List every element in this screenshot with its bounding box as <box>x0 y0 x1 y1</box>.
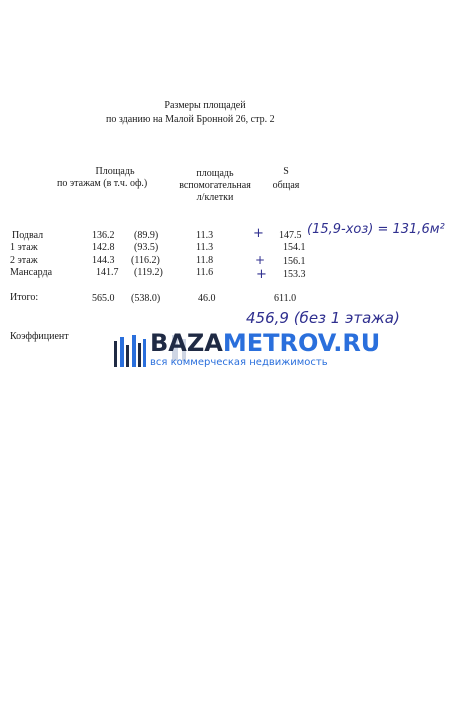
row-label: 2 этаж <box>10 255 38 266</box>
row-area: 136.2 <box>92 230 115 241</box>
row-area: 144.3 <box>92 255 115 266</box>
header-area: Площадь <box>95 166 135 177</box>
document-title: Размеры площадей <box>164 100 246 111</box>
row-total: 156.1 <box>283 256 306 267</box>
header-aux: площадь <box>196 168 234 179</box>
total-aux: 46.0 <box>198 293 216 304</box>
row-office: (116.2) <box>131 255 160 266</box>
row-total: 154.1 <box>283 242 306 253</box>
handwritten-plus-mark: + <box>253 226 264 241</box>
watermark-brand <box>150 330 380 356</box>
row-label: 1 этаж <box>10 242 38 253</box>
coefficient-label: Коэффициент <box>10 331 69 342</box>
row-office: (119.2) <box>134 267 163 278</box>
row-area: 141.7 <box>96 267 119 278</box>
watermark-tagline: вся коммерческая недвижимость <box>150 357 328 368</box>
handwritten-note: (15,9-хоз) = 131,6м² <box>307 222 445 237</box>
handwritten-plus-mark: + <box>256 267 267 282</box>
header-total: S <box>283 166 289 177</box>
row-aux: 11.6 <box>196 267 214 278</box>
row-label: Подвал <box>12 230 44 241</box>
header-total-sub: общая <box>272 180 300 191</box>
header-aux-sub2: л/клетки <box>196 192 234 203</box>
handwritten-plus-mark: + <box>255 253 266 267</box>
watermark-brand-part2: METROV.RU <box>222 329 381 357</box>
total-label: Итого: <box>10 292 39 303</box>
row-label: Мансарда <box>10 267 53 278</box>
document-subtitle: по зданию на Малой Бронной 26, стр. 2 <box>106 114 275 125</box>
handwritten-note: 456,9 (без 1 этажа) <box>246 309 400 327</box>
row-office: (89.9) <box>134 230 159 241</box>
header-area-sub: по этажам (в т.ч. оф.) <box>57 178 148 189</box>
total-office: (538.0) <box>131 293 161 304</box>
row-area: 142.8 <box>92 242 115 253</box>
row-total: 147.5 <box>279 230 302 241</box>
watermark-brand-part1: BAZA <box>150 329 223 357</box>
total-total: 611.0 <box>274 293 297 304</box>
row-aux: 11.3 <box>196 242 214 253</box>
header-aux-sub: вспомогательная <box>179 180 251 191</box>
total-area: 565.0 <box>92 293 115 304</box>
row-total: 153.3 <box>283 269 306 280</box>
row-aux: 11.8 <box>196 255 214 266</box>
row-office: (93.5) <box>134 242 159 253</box>
row-aux: 11.3 <box>196 230 214 241</box>
